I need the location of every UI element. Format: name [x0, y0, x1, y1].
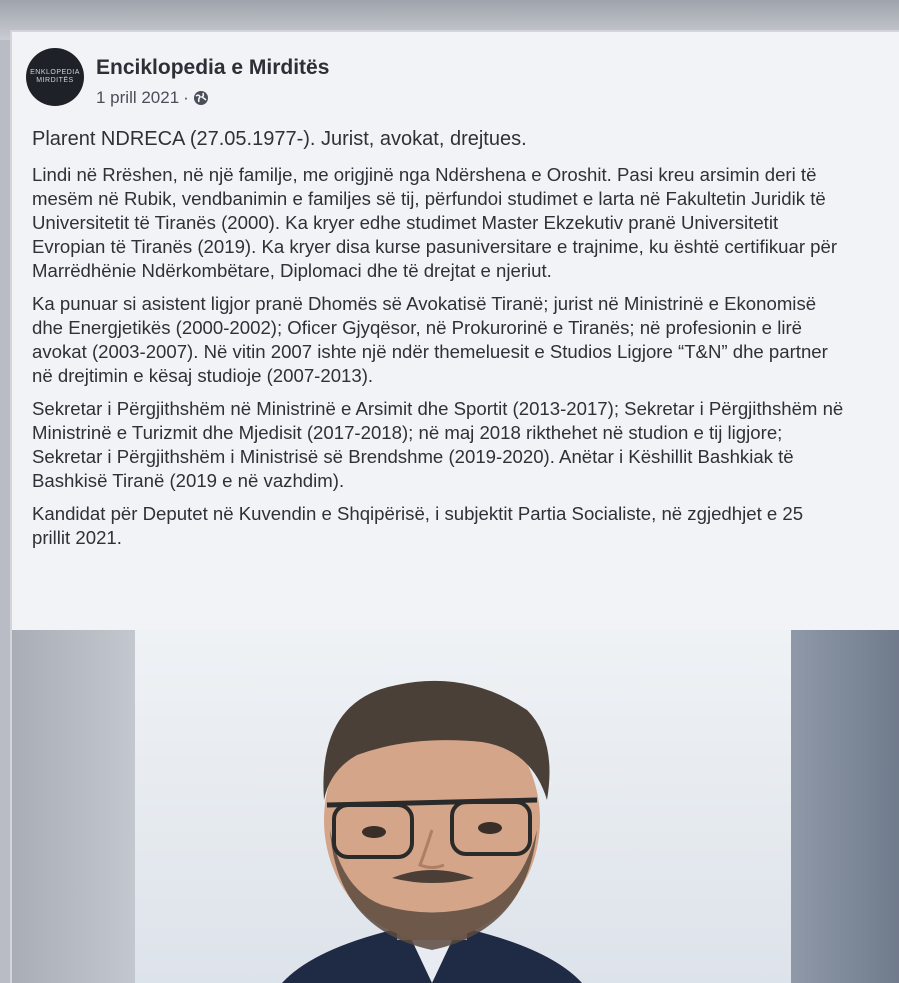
post-date[interactable]: 1 prill 2021 [96, 88, 180, 107]
text-line: dhe Energjetikës (2000-2002); Oficer Gjyqësor, në Prokurorinë e Tiranës; në profesionin e lirë [32, 317, 802, 338]
text-line: Bashkisë Tiranë (2019 e në vazhdim). [32, 470, 345, 491]
post-meta [96, 88, 209, 108]
text-line: Sekretar i Përgjithshëm i Ministrisë së Brendshme (2019-2020). Anëtar i Këshillit Bashkiak të [32, 446, 794, 467]
text-line: Lindi në Rrëshen, në një familje, me origjinë nga Ndërshena e Oroshit. Pasi kreu arsimin deri të [32, 164, 817, 185]
portrait-illustration [12, 630, 899, 983]
text-line: Evropian të Tiranës (2019). Ka kryer disa kurse pasuniversitare e trajnime, ku është certifikuar për [32, 236, 838, 257]
text-line: prillit 2021. [32, 527, 122, 548]
text-line: avokat (2003-2007). Në vitin 2007 ishte një ndër themeluesit e Studios Ligjore “T&N” dhe partner [32, 341, 828, 362]
paragraph-biography [32, 163, 899, 283]
text-line: Ka punuar si asistent ligjor pranë Dhomës së Avokatisë Tiranë; jurist në Ministrinë e Ekonomisë [32, 293, 817, 314]
globe-icon [193, 90, 209, 106]
facebook-post [10, 30, 899, 983]
text-line: në drejtimin e kësaj studioje (2007-2013). [32, 365, 374, 386]
text-line: Sekretar i Përgjithshëm në Ministrinë e Arsimit dhe Sportit (2013-2017); Sekretar i Përgjithshëm në [32, 398, 844, 419]
paragraph-career [32, 292, 899, 388]
avatar-logo-text: ENKLOPEDIA MIRDITËS [30, 69, 80, 84]
post-photo[interactable] [12, 630, 899, 983]
page-name-link[interactable]: Enciklopedia e Mirditës [96, 56, 330, 79]
text-line: Kandidat për Deputet në Kuvendin e Shqipërisë, i subjektit Partia Socialiste, në zgjedhjet e 25 [32, 503, 804, 524]
post-title: Plarent NDRECA (27.05.1977-). Jurist, avokat, drejtues. [32, 128, 527, 150]
paragraph-positions [32, 397, 899, 493]
text-line: Ministrinë e Turizmit dhe Mjedisit (2017-2018); në maj 2018 rikthehet në studion e tij ligjore; [32, 422, 783, 443]
post-text [32, 127, 899, 559]
text-line: Marrëdhënie Ndërkombëtare, Diplomaci dhe të drejtat e njeriut. [32, 260, 552, 281]
post-header [26, 48, 886, 118]
text-line: Universitetit të Tiranës (2000). Ka kryer edhe studimet Master Ekzekutiv pranë Universitetit [32, 212, 779, 233]
meta-separator: · [183, 88, 189, 107]
paragraph-candidacy [32, 502, 899, 550]
page-avatar[interactable] [26, 48, 84, 106]
text-line: mesëm në Rubik, vendbanimin e familjes së tij, përfundoi studimet e larta në Fakultetin Juridik të [32, 188, 826, 209]
